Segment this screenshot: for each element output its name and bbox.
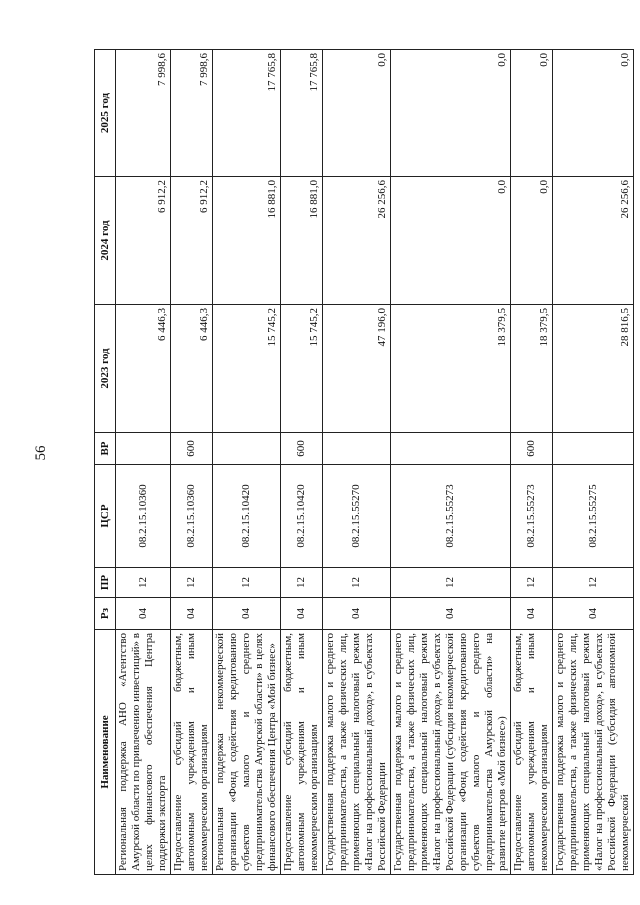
- header-name: Наименование: [95, 630, 116, 875]
- cell-name: Государственная поддержка малого и среднего предпринимательства, а также физических лиц, применяющих специальный налоговый режим «Налог на профессиональный доход», в субъектах Российской Федерации: [323, 630, 391, 875]
- header-row: [95, 50, 116, 875]
- cell-2024: 16 881,0: [213, 177, 281, 305]
- cell-2024: 16 881,0: [281, 177, 323, 305]
- rotated-page: [94, 50, 631, 875]
- cell-vr: [553, 433, 634, 465]
- cell-rz: 04: [511, 598, 553, 630]
- cell-2023: 47 196,0: [323, 305, 391, 433]
- cell-name: Региональная поддержка АНО «Агентство Амурской области по привлечению инвестиций» в целях финансового обеспечения Центра поддержки экспорта: [116, 630, 171, 875]
- header-pr: ПР: [95, 568, 116, 598]
- cell-2024: 26 256,6: [553, 177, 634, 305]
- table-row: [511, 50, 553, 875]
- cell-name: Государственная поддержка малого и среднего предпринимательства, а также физических лиц, применяющих специальный налоговый режим «Налог на профессиональный доход», в субъектах Российской Федерации (субсидия некоммерческой организации «Фонд содействия кредитованию субъектов малого и среднего предпринимательства Амурской области» на развитие центров «Мой бизнес»): [391, 630, 511, 875]
- cell-name: Предоставление субсидий бюджетным, автономным учреждениям и иным некоммерческим организациям: [511, 630, 553, 875]
- cell-csr: 08.2.15.55270: [323, 465, 391, 568]
- cell-name: Предоставление субсидий бюджетным, автономным учреждениям и иным некоммерческим организациям: [281, 630, 323, 875]
- table-row: [553, 50, 634, 875]
- header-vr: ВР: [95, 433, 116, 465]
- table-row: [213, 50, 281, 875]
- cell-name: Предоставление субсидий бюджетным, автономным учреждениям и иным некоммерческим организациям: [171, 630, 213, 875]
- cell-2023: 28 816,5: [553, 305, 634, 433]
- cell-2024: 0,0: [391, 177, 511, 305]
- cell-2025: 7 998,6: [171, 50, 213, 177]
- cell-csr: 08.2.15.10360: [171, 465, 213, 568]
- header-2024: 2024 год: [95, 177, 116, 305]
- cell-pr: 12: [391, 568, 511, 598]
- cell-name: Региональная поддержка некоммерческой организации «Фонд содействия кредитованию субъектов малого и среднего предпринимательства Амурской области» в целях финансового обеспечения Центра «Мой бизнес»: [213, 630, 281, 875]
- header-rz: Рз: [95, 598, 116, 630]
- cell-pr: 12: [116, 568, 171, 598]
- cell-2023: 6 446,3: [116, 305, 171, 433]
- cell-rz: 04: [323, 598, 391, 630]
- cell-vr: 600: [281, 433, 323, 465]
- cell-vr: 600: [511, 433, 553, 465]
- table-row: [281, 50, 323, 875]
- cell-pr: 12: [323, 568, 391, 598]
- table-row: [391, 50, 511, 875]
- cell-2023: 18 379,5: [391, 305, 511, 433]
- cell-2024: 0,0: [511, 177, 553, 305]
- cell-2025: 17 765,8: [281, 50, 323, 177]
- header-csr: ЦСР: [95, 465, 116, 568]
- cell-pr: 12: [213, 568, 281, 598]
- cell-2024: 6 912,2: [116, 177, 171, 305]
- cell-2024: 26 256,6: [323, 177, 391, 305]
- cell-csr: 08.2.15.55273: [511, 465, 553, 568]
- header-2023: 2023 год: [95, 305, 116, 433]
- cell-2023: 15 745,2: [281, 305, 323, 433]
- cell-csr: 08.2.15.10420: [213, 465, 281, 568]
- table-row: [171, 50, 213, 875]
- cell-csr: 08.2.15.55275: [553, 465, 634, 568]
- cell-pr: 12: [553, 568, 634, 598]
- cell-vr: [323, 433, 391, 465]
- cell-csr: 08.2.15.10360: [116, 465, 171, 568]
- cell-2023: 6 446,3: [171, 305, 213, 433]
- cell-csr: 08.2.15.10420: [281, 465, 323, 568]
- cell-csr: 08.2.15.55273: [391, 465, 511, 568]
- cell-name: Государственная поддержка малого и среднего предпринимательства, а также физических лиц, применяющих специальный налоговый режим «Налог на профессиональный доход», в субъектах Российской Федерации (субсидия автономной некоммерческой: [553, 630, 634, 875]
- cell-pr: 12: [171, 568, 213, 598]
- cell-rz: 04: [171, 598, 213, 630]
- cell-rz: 04: [116, 598, 171, 630]
- cell-pr: 12: [511, 568, 553, 598]
- cell-vr: [213, 433, 281, 465]
- cell-2025: 0,0: [323, 50, 391, 177]
- cell-rz: 04: [391, 598, 511, 630]
- cell-2025: 17 765,8: [213, 50, 281, 177]
- cell-2025: 0,0: [511, 50, 553, 177]
- cell-2023: 18 379,5: [511, 305, 553, 433]
- cell-rz: 04: [281, 598, 323, 630]
- cell-vr: [116, 433, 171, 465]
- cell-2023: 15 745,2: [213, 305, 281, 433]
- cell-vr: [391, 433, 511, 465]
- cell-rz: 04: [213, 598, 281, 630]
- cell-2025: 7 998,6: [116, 50, 171, 177]
- cell-2024: 6 912,2: [171, 177, 213, 305]
- cell-rz: 04: [553, 598, 634, 630]
- budget-table: [94, 49, 634, 875]
- table-row: [323, 50, 391, 875]
- page-number: 56: [32, 445, 49, 461]
- cell-2025: 0,0: [553, 50, 634, 177]
- cell-pr: 12: [281, 568, 323, 598]
- header-2025: 2025 год: [95, 50, 116, 177]
- table-row: [116, 50, 171, 875]
- cell-vr: 600: [171, 433, 213, 465]
- cell-2025: 0,0: [391, 50, 511, 177]
